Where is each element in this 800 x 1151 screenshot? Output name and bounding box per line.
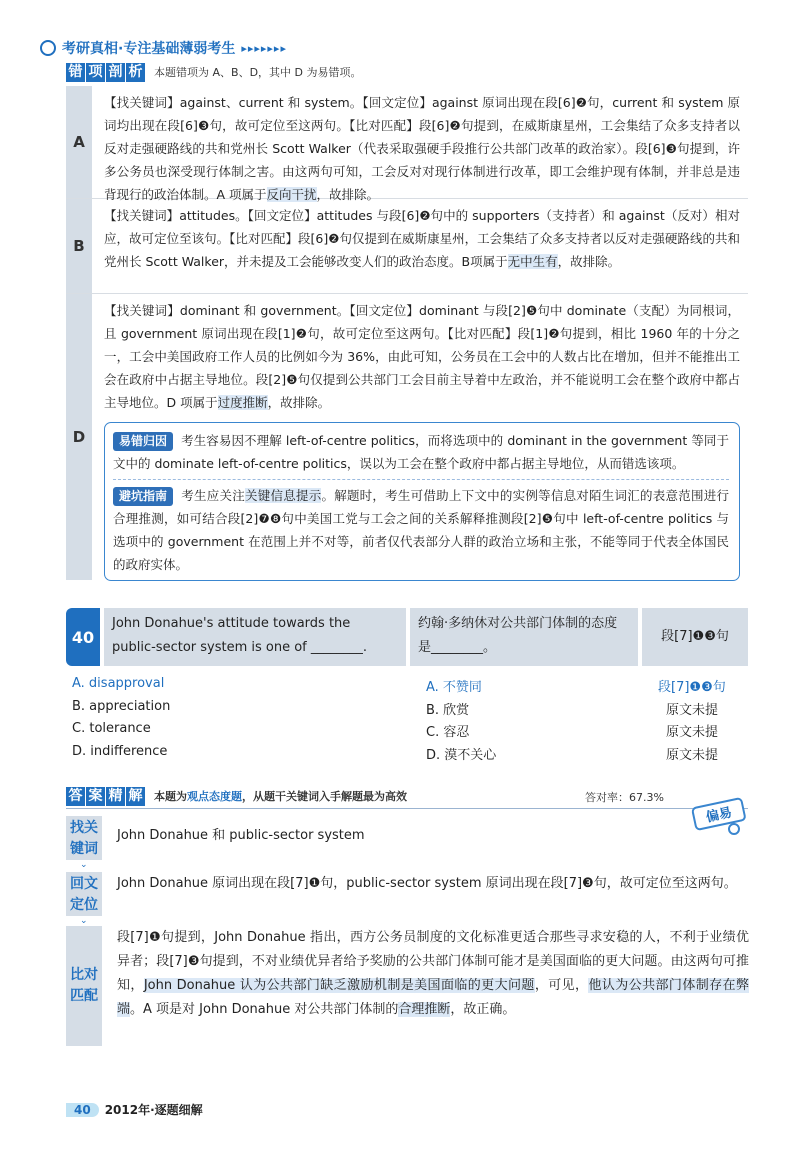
choice-source: 原文未提: [666, 702, 719, 718]
highlight: 反向干扰: [266, 187, 317, 202]
option-explanation: 【找关键词】dominant 和 government。【回文定位】dominant 与段[2]❺句中 dominate（支配）为同根词，且 government 原词出现在段[1]❷句，故可定位至这两句。【比对匹配】段[1]❷句提到，相比 1960 年的十分之一，工会中美国政府工作人员的比例如今为 36%，由此可知，公务员在工会中的人数占比在增加，但并不能推出工会在政府中占据主导地位。段[2]❺句仅提到公共部门工会目前主导着中左政治，并不能说明工会在整个政府中都占主导地位。D 项属于过度推断，故排除。 易错归因 考生容易因不理解 left-of-centre politics，而将选项中的 dominant in the government 等同于文中的 dominate left-of-centre politics，误以为工会在整个政府中都占据主导地位，从而错选该项。 避坑指南 考生应关注关键信息提示。解题时，考生可借助上下文中的实例等信息对陌生词汇的表意范围进行合理推测，如可结合段[2]❼❽句中美国工党与工会之间的关系解释推测段[2]❺句中 left-of-centre politics 与选项中的 government 在范围上并不对等，前者仅代表部分人群的政治立场和主张，不能等同于代表全体国民的政府实体。: [92, 294, 748, 580]
option-label: D: [66, 294, 92, 580]
magnifier-logo-icon: [40, 40, 56, 56]
option-row-a: [66, 86, 748, 202]
step-label-match: 比对 匹配: [66, 926, 102, 1046]
choice-cn: B. 欣赏: [426, 702, 470, 718]
choice-cn: C. 容忍: [426, 725, 470, 740]
option-row-d: [66, 294, 748, 580]
question-stem-en: John Donahue's attitude towards the public-sector system is one of ________.: [104, 608, 406, 666]
choice-row: [72, 744, 752, 767]
choice-source: 原文未提: [666, 747, 719, 763]
highlight: 合理推断: [398, 1002, 451, 1017]
heading-char: 错: [66, 63, 85, 82]
warning-tag: 避坑指南: [113, 487, 173, 506]
wrong-options-table: [66, 86, 748, 580]
highlight: John Donahue 认为公共部门缺乏激励机制是美国面临的更大问题: [143, 978, 535, 993]
page-number: 40: [66, 1103, 99, 1117]
option-row-b: [66, 199, 748, 294]
badge-text: 偏易: [704, 805, 734, 826]
highlight: 过度推断: [217, 395, 268, 410]
chevron-down-icon: ⌄: [80, 860, 88, 870]
book-title: 2012年·逐题细解: [104, 1103, 203, 1117]
question-location: 段[7]❶❸句: [642, 608, 748, 666]
heading-char: 案: [86, 787, 105, 806]
answer-analysis-heading: [66, 786, 666, 806]
highlight: 无中生有: [507, 254, 558, 269]
answer-choices: [72, 676, 752, 766]
choice-en: A. disapproval: [72, 676, 165, 691]
step-text-locate: John Donahue 原词出现在段[7]❶句，public-sector system 原词出现在段[7]❸句，故可定位至这两句。: [117, 876, 737, 891]
option-label: A: [66, 86, 92, 198]
page-footer: [66, 1101, 203, 1118]
divider: [113, 479, 729, 480]
choice-cn: D. 漠不关心: [426, 747, 497, 763]
chevron-down-icon: ⌄: [80, 916, 88, 926]
heading-char: 解: [126, 787, 145, 806]
avoid-pitfall-tip: 避坑指南 考生应关注关键信息提示。解题时，考生可借助上下文中的实例等信息对陌生词汇的表意范围进行合理推测，如可结合段[2]❼❽句中美国工党与工会之间的关系解释推测段[2]❺句中 left-of-centre politics 与选项中的 government 在范围上并不对等，前者仅代表部分人群的政治立场和主张，不能等同于代表全体国民的政府实体。: [113, 488, 729, 572]
step-label-locate: 回文 定位: [66, 872, 102, 916]
divider: [66, 808, 748, 809]
running-header: [40, 38, 287, 58]
choice-source: 原文未提: [666, 725, 719, 740]
option-label: B: [66, 199, 92, 293]
error-cause-tip: 易错归因 考生容易因不理解 left-of-centre politics，而将选项中的 dominant in the government 等同于文中的 dominate left-of-centre politics，误以为工会在整个政府中都占据主导地位，从而错选该项。: [113, 433, 729, 471]
heading-char: 析: [126, 63, 145, 82]
choice-row: [72, 721, 752, 744]
choice-row: [72, 676, 752, 699]
question-number: 40: [66, 608, 100, 666]
choice-en: C. tolerance: [72, 721, 151, 736]
highlight: 他认为公共部门体制存在弊端: [117, 978, 749, 1017]
step-text-keywords: John Donahue 和 public-sector system: [117, 828, 365, 843]
tips-box: [104, 422, 740, 581]
option-explanation: 【找关键词】against、current 和 system。【回文定位】against 原词出现在段[6]❷句，current 和 system 原词均出现在段[6]❸句，故可定位至这两句。【比对匹配】段[6]❷句提到，在威斯康星州，工会集结了众多支持者以反对走强硬路线的共和党州长 Scott Walker（代表采取强硬手段推行公共部门改革的政治家）。段[6]❸句提到，许多公务员也深受现行体制之害。由这两句可知，工会反对对现行体制进行改革，即工会维护现有体制，并非总是违背现行的政治体制。A 项属于反向干扰，故排除。: [104, 95, 740, 202]
step-label-keywords: 找关 键词: [66, 816, 102, 860]
choice-row: [72, 699, 752, 722]
choice-source: 段[7]❶❸句: [658, 680, 726, 695]
heading-char: 精: [106, 787, 125, 806]
choice-cn: A. 不赞同: [426, 680, 482, 695]
option-explanation: 【找关键词】attitudes。【回文定位】attitudes 与段[6]❷句中的 supporters（支持者）和 against（反对）相对应，故可定位至该句。【比对匹配】段[6]❷句仅提到在威斯康星州，工会集结了众多支持者以反对走强硬路线的共和党州长 Scott Walker，并未提及工会能够改变人们的政治态度。B项属于无中生有，故排除。: [104, 208, 740, 269]
step-text-match: 段[7]❶句提到，John Donahue 指出，西方公务员制度的文化标准更适合那些寻求安稳的人，不利于业绩优异者；段[7]❸句提到，不对业绩优异者给予奖励的公共部门体制可能才是美国面临的更大问题。由这两句可推知，John Donahue 认为公共部门缺乏激励机制是美国面临的更大问题，可见，他认为公共部门体制存在弊端。A 项是对 John Donahue 对公共部门体制的合理推断，故正确。: [117, 930, 749, 1017]
header-arrows: ▸▸▸▸▸▸▸: [241, 41, 287, 55]
error-analysis-note: 本题错项为 A、B、D，其中 D 为易错项。: [154, 66, 362, 79]
choice-en: D. indifference: [72, 743, 168, 759]
header-title: 考研真相·专注基础薄弱考生: [62, 41, 236, 57]
heading-char: 剖: [106, 63, 125, 82]
heading-char: 项: [86, 63, 105, 82]
error-analysis-heading: [66, 62, 362, 82]
correct-rate: 答对率：67.3%: [585, 791, 664, 804]
answer-analysis-note: 本题为观点态度题，从题干关键词入手解题最为高效: [154, 790, 407, 803]
error-cause-tag: 易错归因: [113, 432, 173, 451]
choice-en: B. appreciation: [72, 698, 171, 714]
heading-char: 答: [66, 787, 85, 806]
question-stem-cn: 约翰·多纳休对公共部门体制的态度是________。: [410, 608, 638, 666]
question-stem-row: [66, 608, 748, 666]
highlight: 关键信息提示: [244, 488, 322, 503]
